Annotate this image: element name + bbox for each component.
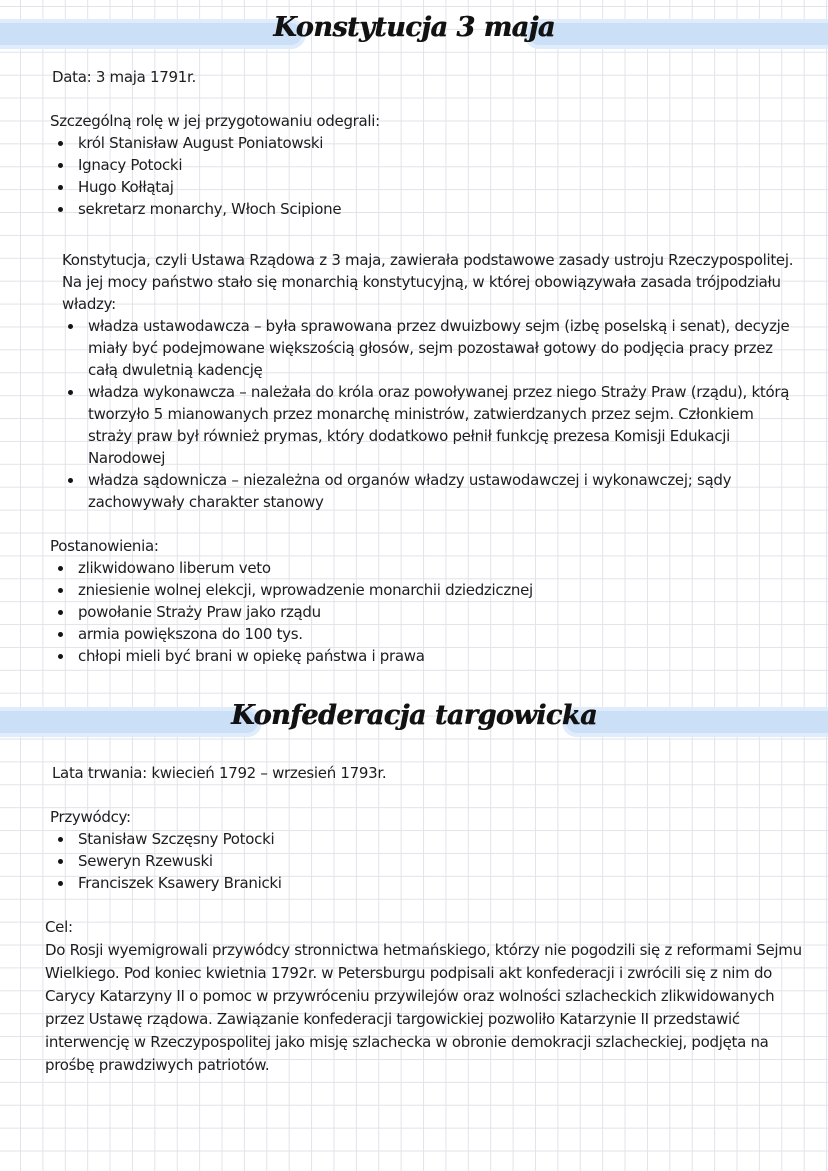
- list-item: [50, 132, 790, 154]
- list-item: [62, 469, 792, 513]
- list-item: [62, 315, 792, 381]
- date-block: [52, 66, 196, 88]
- list-item: [50, 850, 790, 872]
- list-item-text: zlikwidowano liberum veto: [78, 559, 271, 577]
- list-item: [50, 557, 790, 579]
- goal-heading: Cel:: [45, 918, 73, 936]
- goal-block: [45, 916, 817, 1077]
- list-item-text: władza ustawodawcza – była sprawowana przez dwuizbowy sejm (izbę poselską i senat), decyzje miały być podejmowane większością głosów, sejm pozostawał gotowy do podjęcia pracy przez całą dwuletnią kadencję: [88, 317, 790, 379]
- heading-konstytucja: [0, 12, 828, 53]
- list-item: [50, 645, 790, 667]
- list-item-text: zniesienie wolnej elekcji, wprowadzenie monarchii dziedzicznej: [78, 581, 533, 599]
- provisions-heading: Postanowienia:: [50, 537, 159, 555]
- list-item: [50, 872, 790, 894]
- list-item-text: Hugo Kołłątaj: [78, 178, 174, 196]
- list-item-text: władza wykonawcza – należała do króla oraz powoływanej przez niego Straży Praw (rządu), którą tworzyło 5 mianowanych przez monarchę ministrów, zatwierdzanych przez sejm. Członkiem straży praw był również prymas, który dodatkowo pełnił funkcję prezesa Komisji Edukacji Narodowej: [88, 383, 790, 467]
- list-item: [50, 198, 790, 220]
- goal-text: Do Rosji wyemigrowali przywódcy stronnictwa hetmańskiego, którzy nie pogodzili się z reformami Sejmu Wielkiego. Pod koniec kwietnia 1792r. w Petersburgu podpisali akt konfederacji i zwrócili się z nim do Carycy Katarzyny II o pomoc w przywróceniu przywilejów oraz wolności szlacheckich zlikwidowanych przez Ustawę rządowa. Zawiązanie konfederacji targowickiej pozwoliło Katarzynie II przedstawić interwencję w Rzeczypospolitej jako misję szlachecka w obronie demokracji szlacheckiej, podjęta na prośbę prawdziwych patriotów.: [45, 941, 802, 1074]
- list-item: [62, 381, 792, 469]
- leaders-block: [50, 806, 790, 894]
- list-item: [50, 579, 790, 601]
- list-item-text: sekretarz monarchy, Włoch Scipione: [78, 200, 342, 218]
- list-item: [50, 828, 790, 850]
- date-line: Data: 3 maja 1791r.: [52, 68, 196, 86]
- roles-heading: Szczególną rolę w jej przygotowaniu odegrali:: [50, 112, 380, 130]
- list-item-text: chłopi mieli być brani w opiekę państwa i prawa: [78, 647, 425, 665]
- list-item: [50, 601, 790, 623]
- roles-block: [50, 110, 790, 220]
- list-item-text: Seweryn Rzewuski: [78, 852, 213, 870]
- list-item-text: Ignacy Potocki: [78, 156, 183, 174]
- powers-list: [62, 315, 792, 513]
- duration-block: [52, 762, 386, 784]
- roles-list: [50, 132, 790, 220]
- leaders-list: [50, 828, 790, 894]
- leaders-heading: Przywódcy:: [50, 808, 131, 826]
- list-item: [50, 623, 790, 645]
- list-item: [50, 154, 790, 176]
- list-item-text: Stanisław Szczęsny Potocki: [78, 830, 275, 848]
- constitution-block: [62, 249, 807, 513]
- list-item-text: król Stanisław August Poniatowski: [78, 134, 324, 152]
- section-title-konstytucja: Konstytucja 3 maja: [273, 12, 555, 43]
- list-item-text: Franciszek Ksawery Branicki: [78, 874, 282, 892]
- provisions-list: [50, 557, 790, 667]
- section-title-konfederacja: Konfederacja targowicka: [231, 700, 597, 731]
- duration-line: Lata trwania: kwiecień 1792 – wrzesień 1793r.: [52, 764, 387, 782]
- list-item-text: powołanie Straży Praw jako rządu: [78, 603, 321, 621]
- constitution-intro: Konstytucja, czyli Ustawa Rządowa z 3 maja, zawierała podstawowe zasady ustroju Rzeczypospolitej. Na jej mocy państwo stało się monarchią konstytucyjną, w której obowiązywała zasada trójpodziału władzy:: [62, 251, 794, 313]
- list-item-text: władza sądownicza – niezależna od organów władzy ustawodawczej i wykonawczej; sądy zachowywały charakter stanowy: [88, 471, 732, 511]
- provisions-block: [50, 535, 790, 667]
- heading-konfederacja: [0, 700, 828, 741]
- list-item-text: armia powiększona do 100 tys.: [78, 625, 303, 643]
- list-item: [50, 176, 790, 198]
